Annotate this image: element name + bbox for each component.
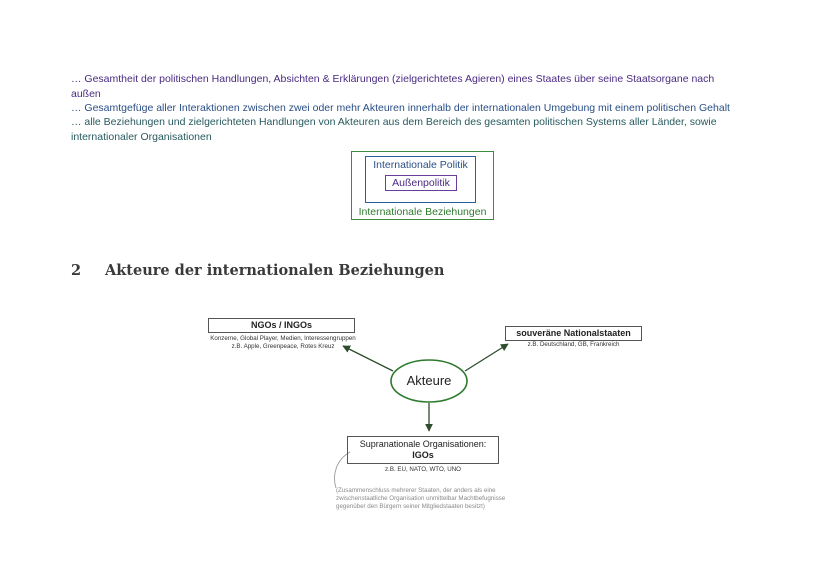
akteure-label: Akteure (406, 373, 452, 388)
igo-note-line2: zwischenstaatliche Organisation unmittelbar Machtbefugnisse (336, 495, 506, 502)
igo-title-line2: IGOs (412, 450, 434, 460)
ngo-box: NGOs / INGOs (208, 318, 355, 333)
label-internationale-politik: Internationale Politik (373, 159, 468, 171)
box-aussenpolitik: Außenpolitik (385, 175, 457, 191)
igo-title-line1: Supranationale Organisationen: (359, 439, 487, 449)
igo-note-line1: (Zusammenschluss mehrerer Staaten, der anders als eine (336, 487, 496, 494)
definition-aussenpolitik-line2: außen (71, 87, 101, 100)
definition-aussenpolitik-line1: … Gesamtheit der politischen Handlungen, Absichten & Erklärungen (zielgerichtetes Agieren) eines Staates über seine Staatsorgane nach (71, 73, 715, 85)
ngo-examples-line2: z.B. Apple, Greenpeace, Rotes Kreuz (231, 343, 335, 350)
igo-note (336, 487, 505, 511)
ngo-examples (190, 335, 376, 351)
ngo-examples-line1: Konzerne, Global Player, Medien, Interessengruppen (210, 335, 356, 342)
nation-states-box: souveräne Nationalstaaten (505, 326, 642, 341)
igo-examples: z.B. EU, NATO, WTO, UNO (385, 466, 461, 473)
section-number: 2 (71, 262, 82, 279)
label-internationale-beziehungen: Internationale Beziehungen (358, 206, 487, 218)
definition-internationale-politik: … Gesamtgefüge aller Interaktionen zwischen zwei oder mehr Akteuren innerhalb der internationalen Umgebung mit einem politischen Gehalt (71, 102, 730, 114)
section-title: Akteure der internationalen Beziehungen (105, 262, 445, 279)
igo-note-line3: gegenüber den Bürgern seiner Mitgliedstaaten besitzt) (336, 503, 485, 510)
nation-states-examples: z.B. Deutschland, GB, Frankreich (527, 341, 620, 348)
definition-ib-line2: internationaler Organisationen (71, 130, 212, 143)
igo-box (347, 436, 499, 464)
definition-ib-line1: … alle Beziehungen und zielgerichteten Handlungen von Akteuren aus dem Bereich des gesamten politischen Systems aller Länder, sowie (71, 116, 717, 128)
